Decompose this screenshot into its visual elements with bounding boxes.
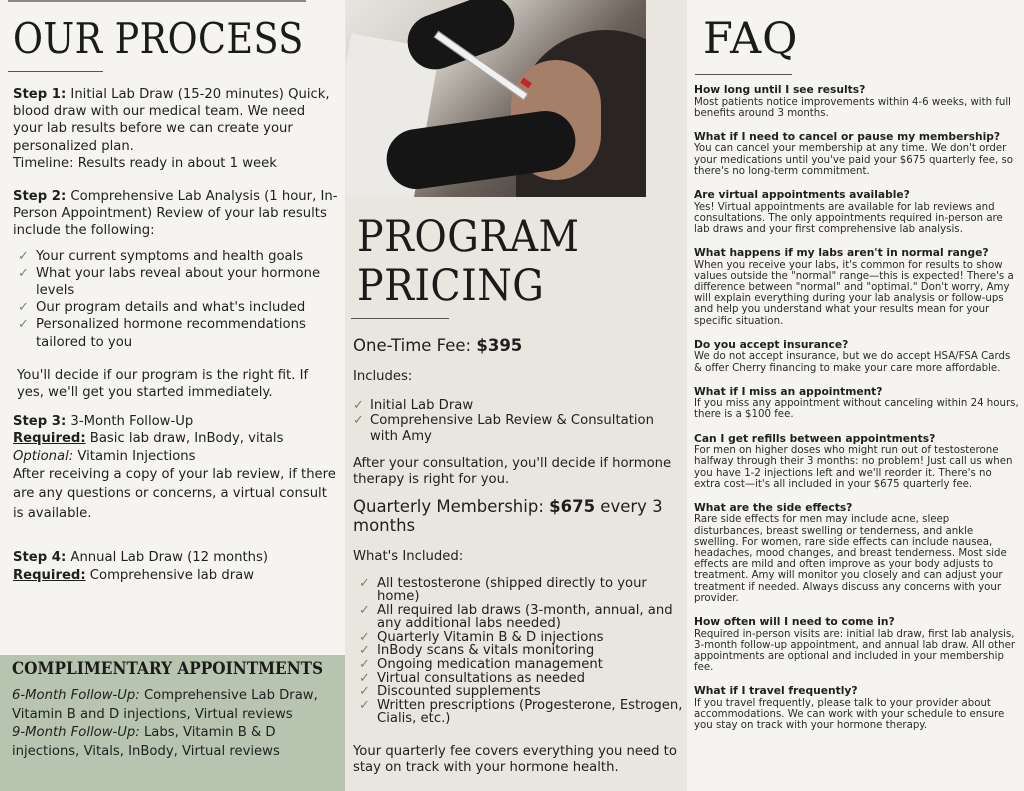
- faq-item: [694, 433, 1019, 490]
- faq-question: How long until I see results?: [694, 83, 866, 96]
- list-item: ✓ Written prescriptions (Progesterone, Estrogen, Cialis, etc.): [359, 697, 683, 727]
- faq-question: What if I need to cancel or pause my membership?: [694, 129, 1001, 143]
- complimentary-title: COMPLIMENTARY APPOINTMENTS: [12, 659, 324, 679]
- check-icon: ✓: [359, 643, 370, 659]
- faq-answer: If you travel frequently, please talk to your provider about accommodations. We can work with your schedule to ensure you stay on track with your hormone therapy.: [694, 697, 1005, 732]
- step-2: [13, 188, 338, 240]
- six-month-followup: 6-Month Follow-Up: Comprehensive Lab Draw, Vitamin B and D injections, Virtual reviews: [12, 688, 318, 722]
- list-item: ✓ All required lab draws (3-month, annual, and any additional labs needed): [359, 602, 673, 632]
- process-column: [0, 0, 345, 791]
- process-steps: [13, 86, 338, 584]
- check-icon: ✓: [359, 697, 370, 713]
- check-icon: ✓: [359, 575, 370, 591]
- faq-list: [694, 84, 1019, 744]
- includes-list: [353, 398, 683, 445]
- check-icon: ✓: [18, 317, 29, 333]
- faq-item: [694, 131, 1019, 177]
- check-icon: ✓: [359, 657, 370, 673]
- faq-item: [694, 386, 1019, 421]
- faq-question: Do you accept insurance?: [694, 337, 849, 351]
- step-2-text: Comprehensive Lab Analysis (1 hour, In-Person Appointment) Review of your lab results include the following:: [13, 189, 338, 239]
- list-item: ✓ Quarterly Vitamin B & D injections: [359, 629, 604, 645]
- list-item: ✓ Our program details and what's included: [18, 300, 306, 316]
- pricing-details: [353, 336, 683, 775]
- pricing-column: [345, 0, 687, 791]
- faq-answer: For men on higher doses who might run out of testosterone halfway through their 3 months: no problem! Just call us when you have 1-2 injections left and we'll reorder it. There's no extra cost—it's all included in your $675 quarterly fee.: [694, 445, 1013, 490]
- check-icon: ✓: [359, 684, 370, 700]
- list-item: ✓ All testosterone (shipped directly to your home): [359, 575, 647, 605]
- step-2-label: Step 2:: [13, 189, 67, 205]
- one-time-fee: One-Time Fee: $395: [353, 336, 523, 355]
- faq-answer: When you receive your labs, it's common for results to show values outside the "normal" range—this is expected! There's a difference between "normal" and "optimal." Don't worry, Amy will explain everything during your lab analysis or follow-ups and help you understand what your results mean for your specific situation.: [694, 259, 1014, 327]
- faq-answer: Yes! Virtual appointments are available for lab reviews and consultations. The only appointments required in-person are lab draws and your first comprehensive lab analysis.: [694, 201, 1003, 235]
- process-title: OUR PROCESS: [13, 14, 304, 63]
- list-item: ✓ Initial Lab Draw: [353, 397, 474, 413]
- faq-item: [694, 616, 1019, 673]
- nine-month-followup: 9-Month Follow-Up: Labs, Vitamin B & D injections, Vitals, InBody, Virtual reviews: [12, 725, 280, 759]
- check-icon: ✓: [359, 670, 370, 686]
- pricing-title: PROGRAM PRICING: [357, 212, 580, 311]
- step-3-required: Required: Basic lab draw, InBody, vitals: [13, 431, 284, 447]
- faq-answer: Most patients notice improvements within 4-6 weeks, with full benefits around 3 months.: [694, 96, 1012, 119]
- step-4: [13, 549, 338, 566]
- list-item: ✓ Discounted supplements: [359, 684, 541, 700]
- closing-note: Your quarterly fee covers everything you need to stay on track with your hormone health.: [353, 744, 677, 775]
- faq-question: What if I travel frequently?: [694, 684, 858, 698]
- step-1-timeline: Timeline: Results ready in about 1 week: [13, 155, 277, 171]
- quarterly-membership: Quarterly Membership: $675 every 3 months: [353, 497, 663, 535]
- membership-list: [359, 577, 683, 727]
- list-item: ✓ Ongoing medication management: [359, 657, 603, 673]
- list-item: ✓ What your labs reveal about your hormone levels: [18, 265, 321, 299]
- check-icon: ✓: [18, 265, 29, 281]
- step-4-label: Step 4:: [13, 550, 67, 566]
- faq-question: How often will I need to come in?: [694, 615, 895, 629]
- faq-answer: If you miss any appointment without canceling within 24 hours, there is a $100 fee.: [694, 398, 1019, 421]
- faq-question: Can I get refills between appointments?: [694, 431, 936, 445]
- step-1-label: Step 1:: [13, 87, 67, 102]
- faq-column: [687, 0, 1024, 791]
- faq-question: Are virtual appointments available?: [694, 188, 910, 202]
- step-3-label: Step 3:: [13, 414, 67, 430]
- faq-title: FAQ: [703, 14, 799, 64]
- check-icon: ✓: [18, 248, 29, 264]
- faq-question: What are the side effects?: [694, 500, 853, 514]
- step-3: [13, 413, 338, 430]
- faq-item: [694, 339, 1019, 374]
- title-divider: [695, 74, 792, 75]
- list-item: ✓ Personalized hormone recommendations tailored to you: [18, 317, 306, 350]
- list-item: ✓ InBody scans & vitals monitoring: [359, 643, 595, 659]
- faq-item: [694, 189, 1019, 235]
- step-3-after: After receiving a copy of your lab review, if there are any questions or concerns, a virtual consult is available.: [13, 466, 336, 521]
- faq-answer: You can cancel your membership at any time. We don't order your medications until you've paid your $675 quarterly fee, so there's no long-term commitment.: [694, 143, 1013, 177]
- list-item: ✓ Comprehensive Lab Review & Consultation with Amy: [353, 413, 654, 444]
- title-divider: [8, 71, 103, 72]
- step-3-text: 3-Month Follow-Up: [66, 414, 194, 430]
- check-icon: ✓: [353, 397, 364, 413]
- title-divider: [351, 318, 449, 319]
- top-divider: [8, 0, 306, 2]
- faq-question: What happens if my labs aren't in normal range?: [694, 246, 989, 260]
- check-icon: ✓: [359, 602, 370, 618]
- faq-item: [694, 84, 1019, 119]
- step-1: [13, 86, 338, 155]
- step-2-list: [18, 248, 338, 351]
- complimentary-box: [0, 655, 345, 791]
- check-icon: ✓: [18, 300, 29, 316]
- faq-item: [694, 685, 1019, 731]
- faq-answer: Required in-person visits are: initial lab draw, first lab analysis, 3-month follow-up appointment, and annual lab draw. All other appointments are optional and included in your membership fee.: [694, 628, 1016, 674]
- check-icon: ✓: [353, 413, 364, 428]
- includes-label: Includes:: [353, 369, 413, 384]
- injection-photo: [346, 0, 646, 197]
- faq-item: [694, 247, 1019, 327]
- faq-answer: We do not accept insurance, but we do accept HSA/FSA Cards & offer Cherry financing to make your care more affordable.: [694, 351, 1011, 374]
- step-1-text: Initial Lab Draw (15-20 minutes) Quick, blood draw with our medical team. We need your lab results before we can create your personalized plan.: [13, 87, 330, 154]
- whats-included-label: What's Included:: [353, 549, 464, 564]
- step-4-text: Annual Lab Draw (12 months): [66, 550, 269, 566]
- check-icon: ✓: [359, 629, 370, 645]
- faq-item: [694, 502, 1019, 604]
- faq-question: What if I miss an appointment?: [694, 384, 883, 398]
- faq-answer: Rare side effects for men may include acne, sleep disturbances, breast swelling or tenderness, and ankle swelling. For women, rare side effects can include nausea, headaches, mood changes, and breast tenderness. Most side effects are mild and often improve as your body adjusts to treatment. Amy will monitor you closely and can adjust your treatment if needed. Always discuss any concerns with your provider.: [694, 514, 1007, 604]
- after-consultation: After your consultation, you'll decide if hormone therapy is right for you.: [353, 456, 672, 487]
- list-item: ✓ Virtual consultations as needed: [359, 670, 586, 686]
- list-item: ✓ Your current symptoms and health goals: [18, 248, 304, 264]
- step-4-required: Required: Comprehensive lab draw: [13, 567, 254, 583]
- step-3-optional: Optional: Vitamin Injections: [13, 448, 196, 464]
- step-2-note: You'll decide if our program is the right fit. If yes, we'll get you started immediately.: [17, 367, 309, 401]
